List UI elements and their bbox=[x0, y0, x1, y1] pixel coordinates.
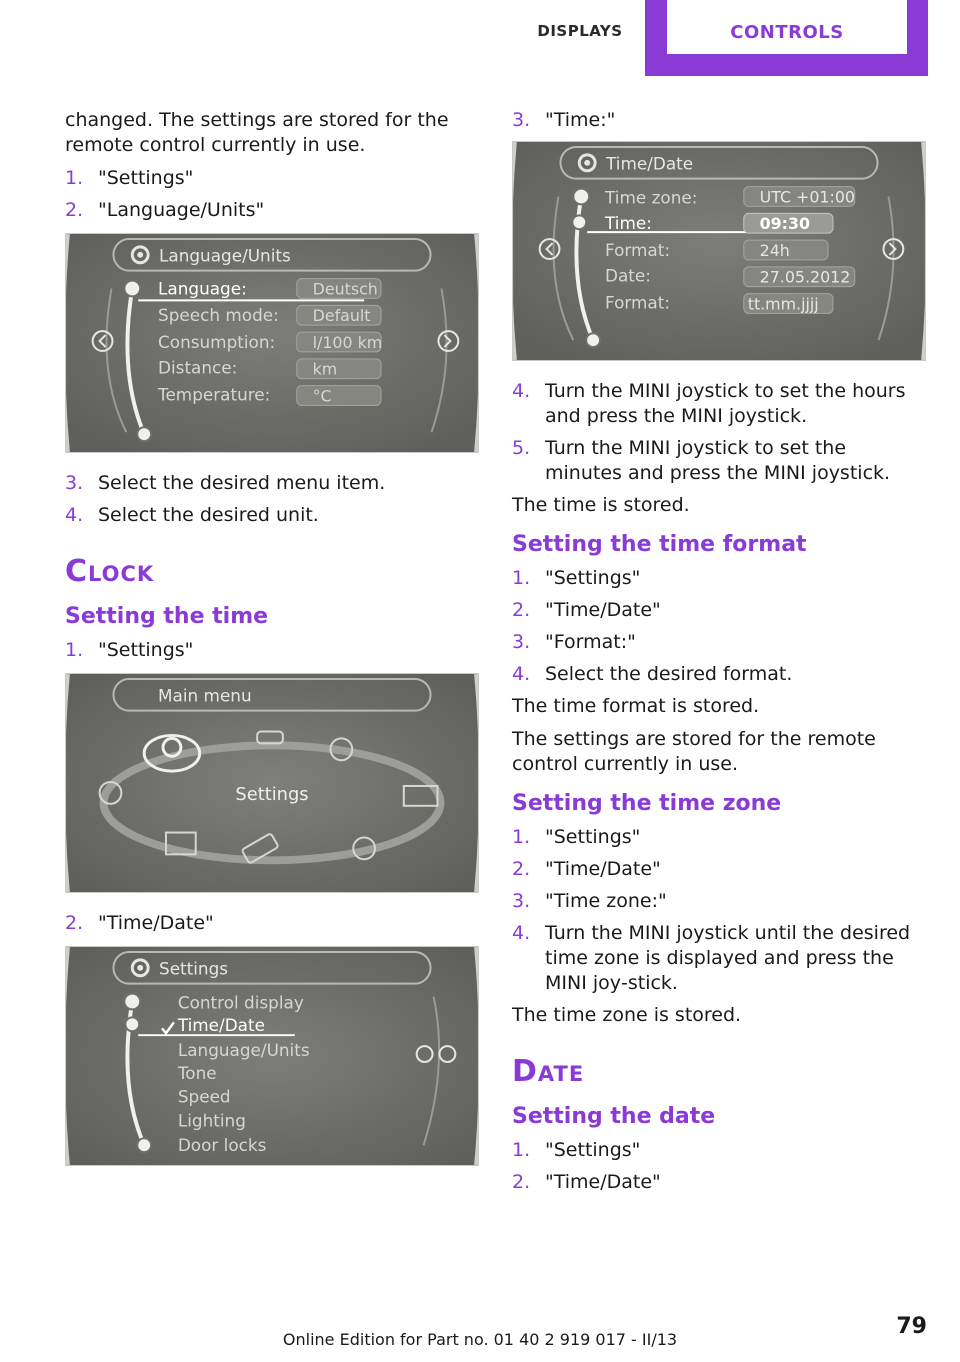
list-item: 2. "Time/Date" bbox=[512, 1171, 661, 1193]
svg-text:Language/Units: Language/Units bbox=[177, 1040, 310, 1060]
format-stored-text: The time format is stored. bbox=[512, 695, 760, 717]
list-item: 4. Turn the MINI joystick to set the hours and press the MINI joystick. bbox=[512, 380, 906, 427]
screen-title: Language/Units bbox=[159, 245, 291, 266]
steps-list bbox=[512, 1138, 928, 1195]
language-units-display bbox=[66, 234, 478, 452]
settings-screenshot bbox=[65, 946, 479, 1166]
zone-stored-text: The time zone is stored. bbox=[512, 1004, 742, 1026]
steps-list bbox=[65, 638, 480, 663]
list-item: 1. "Settings" bbox=[512, 1139, 641, 1161]
svg-text:°C: °C bbox=[312, 386, 332, 406]
time-date-display bbox=[513, 142, 925, 360]
svg-text:Speech mode:: Speech mode: bbox=[158, 305, 279, 326]
main-menu-display bbox=[66, 674, 478, 892]
list-item: 2. "Time/Date" bbox=[512, 858, 661, 880]
svg-text:Lighting: Lighting bbox=[177, 1110, 246, 1131]
footer-edition: Online Edition for Part no. 01 40 2 919 017 - II/13 bbox=[282, 1330, 678, 1349]
list-item: 4. Select the desired unit. bbox=[65, 504, 319, 526]
right-column bbox=[512, 108, 928, 1202]
heading-setting-the-date: Setting the date bbox=[512, 1104, 716, 1129]
list-item: 3. "Time:" bbox=[512, 109, 616, 131]
page-number: 79 bbox=[896, 1314, 927, 1339]
svg-text:Control display: Control display bbox=[177, 992, 304, 1013]
header-tab-controls-label: CONTROLS bbox=[667, 0, 907, 54]
list-item: 2. "Time/Date" bbox=[512, 599, 661, 621]
svg-text:Language:: Language: bbox=[158, 278, 247, 299]
language-units-screenshot bbox=[65, 233, 479, 453]
svg-text:Deutsch: Deutsch bbox=[312, 279, 378, 299]
svg-text:24h: 24h bbox=[759, 240, 790, 260]
list-item: 3. "Time zone:" bbox=[512, 890, 667, 912]
svg-text:Format:: Format: bbox=[605, 239, 671, 260]
heading-date: Date bbox=[512, 1054, 585, 1089]
svg-text:Tone: Tone bbox=[177, 1062, 217, 1083]
svg-text:km: km bbox=[312, 359, 338, 379]
svg-text:Distance:: Distance: bbox=[158, 357, 238, 378]
heading-time-zone: Setting the time zone bbox=[512, 791, 782, 816]
steps-list bbox=[512, 566, 928, 687]
list-item: 4. Turn the MINI joystick until the desired time zone is displayed and press the MINI joy‐stick. bbox=[512, 922, 911, 994]
svg-text:Temperature:: Temperature: bbox=[158, 384, 271, 405]
intro-paragraph: changed. The settings are stored for the remote control currently in use. bbox=[65, 109, 449, 156]
list-item: 1. "Settings" bbox=[512, 826, 641, 848]
svg-text:Time zone:: Time zone: bbox=[605, 187, 698, 208]
list-item: 1. "Settings" bbox=[512, 567, 641, 589]
svg-text:UTC +01:00: UTC +01:00 bbox=[759, 187, 856, 207]
header-tab-controls bbox=[645, 0, 928, 76]
svg-text:tt.mm.jjjj: tt.mm.jjjj bbox=[747, 294, 819, 314]
svg-text:Time:: Time: bbox=[605, 213, 652, 234]
settings-stored-text: The settings are stored for the remote control currently in use. bbox=[512, 728, 876, 775]
time-stored-text: The time is stored. bbox=[512, 494, 690, 516]
svg-text:Settings: Settings bbox=[235, 783, 309, 805]
steps-list bbox=[65, 911, 480, 936]
heading-clock: Clock bbox=[65, 554, 155, 589]
list-item: 1. "Settings" bbox=[65, 167, 194, 189]
list-item: 3. Select the desired menu item. bbox=[65, 472, 386, 494]
svg-text:l/100 km: l/100 km bbox=[312, 332, 383, 352]
steps-list bbox=[65, 166, 480, 223]
time-date-screenshot bbox=[512, 141, 926, 361]
steps-list bbox=[512, 108, 928, 133]
settings-display bbox=[66, 947, 478, 1165]
svg-text:09:30: 09:30 bbox=[759, 214, 811, 234]
svg-text:Consumption:: Consumption: bbox=[158, 331, 276, 352]
heading-setting-the-time: Setting the time bbox=[65, 604, 269, 629]
list-item: 2. "Time/Date" bbox=[65, 912, 214, 934]
list-item: 4. Select the desired format. bbox=[512, 663, 793, 685]
svg-text:Settings: Settings bbox=[159, 958, 229, 979]
svg-text:Time/Date: Time/Date bbox=[606, 153, 694, 174]
svg-text:Date:: Date: bbox=[605, 265, 651, 286]
steps-list bbox=[65, 471, 480, 528]
heading-time-format: Setting the time format bbox=[512, 532, 807, 557]
svg-text:Speed: Speed bbox=[177, 1086, 231, 1107]
list-item: 1. "Settings" bbox=[65, 639, 194, 661]
svg-text:Time/Date: Time/Date bbox=[177, 1015, 265, 1036]
list-item: 5. Turn the MINI joystick to set the minutes and press the MINI joystick. bbox=[512, 437, 891, 484]
main-menu-screenshot bbox=[65, 673, 479, 893]
list-item: 2. "Language/Units" bbox=[65, 199, 265, 221]
list-item: 3. "Format:" bbox=[512, 631, 636, 653]
svg-text:Door locks: Door locks bbox=[177, 1135, 267, 1156]
svg-text:27.05.2012: 27.05.2012 bbox=[759, 267, 851, 287]
header-tab-displays: DISPLAYS bbox=[537, 22, 623, 40]
steps-list bbox=[512, 825, 928, 996]
svg-text:Main menu: Main menu bbox=[158, 685, 252, 706]
steps-list bbox=[512, 379, 928, 486]
left-column bbox=[65, 108, 480, 1184]
svg-text:Format:: Format: bbox=[605, 292, 671, 313]
svg-text:Default: Default bbox=[312, 306, 371, 326]
